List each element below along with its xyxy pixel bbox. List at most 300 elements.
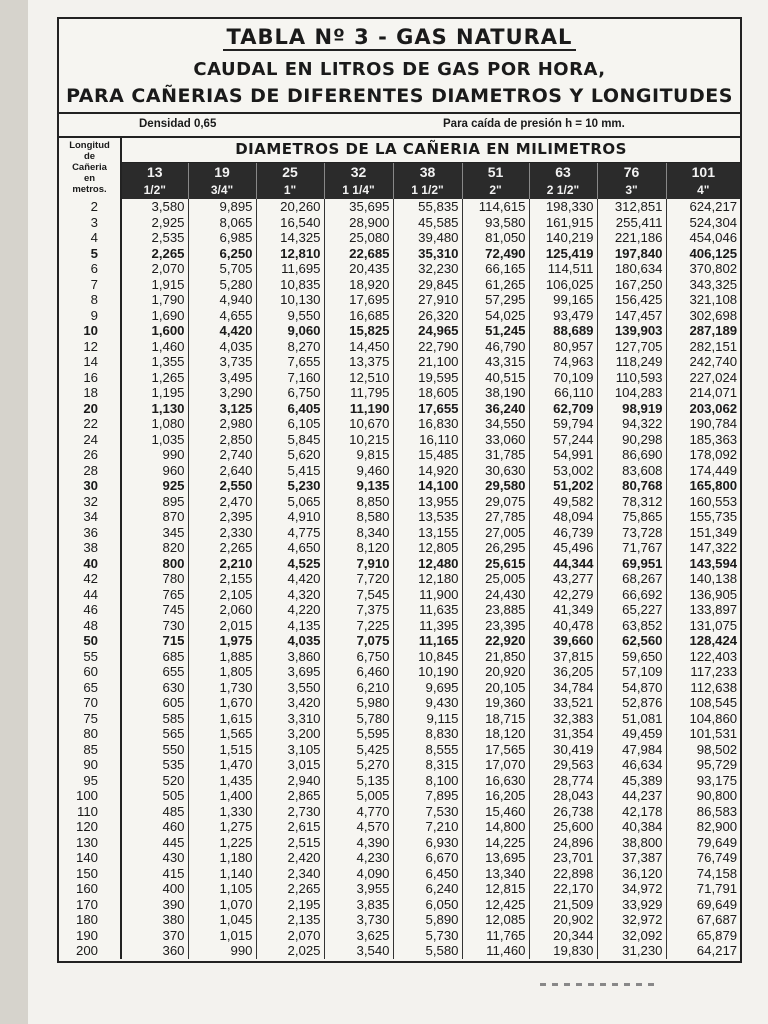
flow-value-cell: 78,312 — [597, 494, 666, 510]
diameter-mm-header: 13 — [121, 163, 188, 182]
flow-value-cell: 2,265 — [188, 540, 256, 556]
flow-value-cell: 15,825 — [324, 323, 393, 339]
flow-value-cell: 1,470 — [188, 757, 256, 773]
flow-value-cell: 9,695 — [393, 680, 462, 696]
flow-value-cell: 19,360 — [462, 695, 529, 711]
flow-value-cell: 20,344 — [529, 928, 597, 944]
flow-value-cell: 1,615 — [188, 711, 256, 727]
length-cell: 160 — [59, 881, 121, 897]
table-row — [59, 401, 740, 417]
table-row — [59, 323, 740, 339]
flow-value-cell: 5,705 — [188, 261, 256, 277]
flow-value-cell: 36,205 — [529, 664, 597, 680]
flow-value-cell: 28,043 — [529, 788, 597, 804]
flow-value-cell: 9,550 — [256, 308, 324, 324]
flow-value-cell: 715 — [121, 633, 188, 649]
flow-value-cell: 23,885 — [462, 602, 529, 618]
flow-value-cell: 4,220 — [256, 602, 324, 618]
length-cell: 50 — [59, 633, 121, 649]
flow-value-cell: 242,740 — [666, 354, 740, 370]
flow-value-cell: 445 — [121, 835, 188, 851]
flow-value-cell: 4,420 — [256, 571, 324, 587]
flow-value-cell: 4,135 — [256, 618, 324, 634]
flow-value-cell: 8,120 — [324, 540, 393, 556]
flow-value-cell: 147,322 — [666, 540, 740, 556]
flow-value-cell: 745 — [121, 602, 188, 618]
flow-value-cell: 15,460 — [462, 804, 529, 820]
length-cell: 190 — [59, 928, 121, 944]
flow-value-cell: 44,237 — [597, 788, 666, 804]
mm-header-row — [59, 163, 740, 182]
flow-value-cell: 370 — [121, 928, 188, 944]
flow-value-cell: 10,845 — [393, 649, 462, 665]
flow-value-cell: 780 — [121, 571, 188, 587]
diameter-mm-header: 19 — [188, 163, 256, 182]
flow-value-cell: 3,495 — [188, 370, 256, 386]
flow-value-cell: 88,689 — [529, 323, 597, 339]
flow-value-cell: 10,835 — [256, 277, 324, 293]
flow-table — [59, 136, 740, 959]
flow-value-cell: 345 — [121, 525, 188, 541]
length-cell: 120 — [59, 819, 121, 835]
flow-value-cell: 2,850 — [188, 432, 256, 448]
flow-value-cell: 5,005 — [324, 788, 393, 804]
flow-value-cell: 16,685 — [324, 308, 393, 324]
flow-value-cell: 95,729 — [666, 757, 740, 773]
flow-value-cell: 390 — [121, 897, 188, 913]
flow-value-cell: 165,800 — [666, 478, 740, 494]
flow-value-cell: 38,800 — [597, 835, 666, 851]
flow-value-cell: 140,219 — [529, 230, 597, 246]
table-row — [59, 804, 740, 820]
flow-value-cell: 139,903 — [597, 323, 666, 339]
flow-value-cell: 2,395 — [188, 509, 256, 525]
length-cell: 9 — [59, 308, 121, 324]
flow-value-cell: 79,649 — [666, 835, 740, 851]
flow-value-cell: 5,415 — [256, 463, 324, 479]
flow-value-cell: 1,885 — [188, 649, 256, 665]
length-cell: 75 — [59, 711, 121, 727]
length-cell: 2 — [59, 199, 121, 215]
table-row — [59, 215, 740, 231]
flow-value-cell: 26,295 — [462, 540, 529, 556]
flow-value-cell: 140,138 — [666, 571, 740, 587]
flow-value-cell: 7,375 — [324, 602, 393, 618]
flow-value-cell: 93,580 — [462, 215, 529, 231]
flow-value-cell: 54,991 — [529, 447, 597, 463]
flow-value-cell: 12,810 — [256, 246, 324, 262]
length-cell: 30 — [59, 478, 121, 494]
flow-value-cell: 1,460 — [121, 339, 188, 355]
flow-value-cell: 32,092 — [597, 928, 666, 944]
flow-value-cell: 2,740 — [188, 447, 256, 463]
flow-value-cell: 4,320 — [256, 587, 324, 603]
flow-value-cell: 4,940 — [188, 292, 256, 308]
table-row — [59, 943, 740, 959]
flow-value-cell: 10,215 — [324, 432, 393, 448]
flow-value-cell: 174,449 — [666, 463, 740, 479]
flow-value-cell: 11,395 — [393, 618, 462, 634]
table-row — [59, 354, 740, 370]
table-row — [59, 587, 740, 603]
flow-value-cell: 29,580 — [462, 478, 529, 494]
flow-value-cell: 14,225 — [462, 835, 529, 851]
flow-value-cell: 27,785 — [462, 509, 529, 525]
flow-value-cell: 3,625 — [324, 928, 393, 944]
flow-value-cell: 32,230 — [393, 261, 462, 277]
flow-value-cell: 62,709 — [529, 401, 597, 417]
flow-value-cell: 37,815 — [529, 649, 597, 665]
flow-value-cell: 17,565 — [462, 742, 529, 758]
flow-value-cell: 30,630 — [462, 463, 529, 479]
table-row — [59, 788, 740, 804]
flow-value-cell: 69,649 — [666, 897, 740, 913]
flow-value-cell: 131,075 — [666, 618, 740, 634]
flow-value-cell: 25,615 — [462, 556, 529, 572]
flow-value-cell: 122,403 — [666, 649, 740, 665]
flow-value-cell: 4,525 — [256, 556, 324, 572]
table-row — [59, 385, 740, 401]
flow-value-cell: 59,650 — [597, 649, 666, 665]
diameter-inch-header: 1/2" — [121, 181, 188, 199]
flow-value-cell: 14,450 — [324, 339, 393, 355]
flow-value-cell: 17,655 — [393, 401, 462, 417]
length-header-line: en — [83, 173, 96, 184]
flow-value-cell: 6,670 — [393, 850, 462, 866]
flow-value-cell: 83,608 — [597, 463, 666, 479]
flow-value-cell: 9,430 — [393, 695, 462, 711]
flow-value-cell: 485 — [121, 804, 188, 820]
flow-value-cell: 57,295 — [462, 292, 529, 308]
flow-value-cell: 13,340 — [462, 866, 529, 882]
flow-value-cell: 520 — [121, 773, 188, 789]
table-row — [59, 339, 740, 355]
flow-value-cell: 2,060 — [188, 602, 256, 618]
flow-value-cell: 80,957 — [529, 339, 597, 355]
flow-value-cell: 54,025 — [462, 308, 529, 324]
flow-value-cell: 10,670 — [324, 416, 393, 432]
flow-value-cell: 112,638 — [666, 680, 740, 696]
table-row — [59, 664, 740, 680]
flow-value-cell: 12,480 — [393, 556, 462, 572]
flow-value-cell: 22,920 — [462, 633, 529, 649]
flow-value-cell: 22,170 — [529, 881, 597, 897]
flow-value-cell: 26,738 — [529, 804, 597, 820]
flow-value-cell: 16,205 — [462, 788, 529, 804]
length-cell: 85 — [59, 742, 121, 758]
length-cell: 46 — [59, 602, 121, 618]
length-cell: 8 — [59, 292, 121, 308]
flow-value-cell: 65,227 — [597, 602, 666, 618]
table-row — [59, 370, 740, 386]
flow-value-cell: 41,349 — [529, 602, 597, 618]
flow-value-cell: 2,195 — [256, 897, 324, 913]
flow-value-cell: 46,739 — [529, 525, 597, 541]
flow-value-cell: 17,070 — [462, 757, 529, 773]
length-cell: 36 — [59, 525, 121, 541]
diameter-inch-header: 2" — [462, 181, 529, 199]
table-row — [59, 881, 740, 897]
flow-value-cell: 203,062 — [666, 401, 740, 417]
flow-value-cell: 406,125 — [666, 246, 740, 262]
flow-value-cell: 1,690 — [121, 308, 188, 324]
table-row — [59, 602, 740, 618]
table-row — [59, 478, 740, 494]
flow-value-cell: 16,830 — [393, 416, 462, 432]
flow-value-cell: 3,730 — [324, 912, 393, 928]
flow-value-cell: 2,210 — [188, 556, 256, 572]
flow-value-cell: 960 — [121, 463, 188, 479]
length-cell: 5 — [59, 246, 121, 262]
flow-value-cell: 52,876 — [597, 695, 666, 711]
flow-value-cell: 820 — [121, 540, 188, 556]
flow-value-cell: 11,190 — [324, 401, 393, 417]
length-cell: 20 — [59, 401, 121, 417]
flow-value-cell: 160,553 — [666, 494, 740, 510]
flow-value-cell: 180,634 — [597, 261, 666, 277]
flow-value-cell: 19,830 — [529, 943, 597, 959]
subtitle-pipes: PARA CAÑERIAS DE DIFERENTES DIAMETROS Y LONGITUDES — [66, 85, 733, 107]
table-row — [59, 633, 740, 649]
flow-value-cell: 66,165 — [462, 261, 529, 277]
flow-value-cell: 255,411 — [597, 215, 666, 231]
flow-value-cell: 5,730 — [393, 928, 462, 944]
flow-value-cell: 29,563 — [529, 757, 597, 773]
table-row — [59, 695, 740, 711]
table-row — [59, 897, 740, 913]
flow-value-cell: 125,419 — [529, 246, 597, 262]
diameter-inch-header: 3" — [597, 181, 666, 199]
flow-value-cell: 63,852 — [597, 618, 666, 634]
length-cell: 40 — [59, 556, 121, 572]
flow-value-cell: 25,600 — [529, 819, 597, 835]
flow-value-cell: 22,685 — [324, 246, 393, 262]
flow-value-cell: 25,005 — [462, 571, 529, 587]
flow-value-cell: 1,515 — [188, 742, 256, 758]
flow-value-cell: 66,692 — [597, 587, 666, 603]
flow-value-cell: 143,594 — [666, 556, 740, 572]
flow-value-cell: 161,915 — [529, 215, 597, 231]
flow-value-cell: 61,265 — [462, 277, 529, 293]
diameter-inch-header: 2 1/2" — [529, 181, 597, 199]
flow-value-cell: 1,080 — [121, 416, 188, 432]
flow-value-cell: 11,795 — [324, 385, 393, 401]
flow-value-cell: 8,100 — [393, 773, 462, 789]
length-cell: 24 — [59, 432, 121, 448]
flow-value-cell: 370,802 — [666, 261, 740, 277]
flow-value-cell: 1,225 — [188, 835, 256, 851]
length-cell: 38 — [59, 540, 121, 556]
flow-value-cell: 185,363 — [666, 432, 740, 448]
flow-value-cell: 108,545 — [666, 695, 740, 711]
flow-value-cell: 94,322 — [597, 416, 666, 432]
flow-value-cell: 86,583 — [666, 804, 740, 820]
flow-value-cell: 7,545 — [324, 587, 393, 603]
flow-value-cell: 23,701 — [529, 850, 597, 866]
flow-value-cell: 1,790 — [121, 292, 188, 308]
flow-value-cell: 3,835 — [324, 897, 393, 913]
flow-value-cell: 14,325 — [256, 230, 324, 246]
length-cell: 32 — [59, 494, 121, 510]
flow-value-cell: 6,930 — [393, 835, 462, 851]
flow-value-cell: 12,180 — [393, 571, 462, 587]
flow-value-cell: 9,815 — [324, 447, 393, 463]
diameter-inch-header: 1" — [256, 181, 324, 199]
length-cell: 60 — [59, 664, 121, 680]
flow-value-cell: 1,670 — [188, 695, 256, 711]
table-row — [59, 819, 740, 835]
flow-value-cell: 45,389 — [597, 773, 666, 789]
flow-value-cell: 81,050 — [462, 230, 529, 246]
flow-value-cell: 51,202 — [529, 478, 597, 494]
flow-value-cell: 8,830 — [393, 726, 462, 742]
flow-value-cell: 7,530 — [393, 804, 462, 820]
flow-value-cell: 6,985 — [188, 230, 256, 246]
table-row — [59, 308, 740, 324]
flow-value-cell: 1,140 — [188, 866, 256, 882]
flow-value-cell: 2,070 — [121, 261, 188, 277]
flow-value-cell: 31,354 — [529, 726, 597, 742]
decorative-dots — [540, 983, 660, 986]
diameter-mm-header: 38 — [393, 163, 462, 182]
flow-value-cell: 1,730 — [188, 680, 256, 696]
flow-value-cell: 13,695 — [462, 850, 529, 866]
flow-value-cell: 4,910 — [256, 509, 324, 525]
flow-value-cell: 2,015 — [188, 618, 256, 634]
flow-value-cell: 39,660 — [529, 633, 597, 649]
flow-value-cell: 43,315 — [462, 354, 529, 370]
flow-value-cell: 39,480 — [393, 230, 462, 246]
flow-value-cell: 117,233 — [666, 664, 740, 680]
flow-value-cell: 1,975 — [188, 633, 256, 649]
flow-value-cell: 67,687 — [666, 912, 740, 928]
length-cell: 48 — [59, 618, 121, 634]
flow-value-cell: 2,155 — [188, 571, 256, 587]
flow-value-cell: 2,865 — [256, 788, 324, 804]
length-cell: 28 — [59, 463, 121, 479]
flow-value-cell: 7,910 — [324, 556, 393, 572]
flow-value-cell: 227,024 — [666, 370, 740, 386]
flow-value-cell: 40,478 — [529, 618, 597, 634]
flow-value-cell: 12,510 — [324, 370, 393, 386]
flow-value-cell: 114,511 — [529, 261, 597, 277]
flow-value-cell: 343,325 — [666, 277, 740, 293]
flow-value-cell: 45,496 — [529, 540, 597, 556]
flow-value-cell: 147,457 — [597, 308, 666, 324]
flow-value-cell: 33,521 — [529, 695, 597, 711]
flow-value-cell: 118,249 — [597, 354, 666, 370]
table-row — [59, 292, 740, 308]
flow-value-cell: 14,800 — [462, 819, 529, 835]
diameter-mm-header: 101 — [666, 163, 740, 182]
diameter-header: DIAMETROS DE LA CAÑERIA EN MILIMETROS — [121, 136, 740, 163]
flow-value-cell: 2,980 — [188, 416, 256, 432]
table-row — [59, 416, 740, 432]
flow-value-cell: 2,135 — [256, 912, 324, 928]
flow-value-cell: 71,767 — [597, 540, 666, 556]
flow-value-cell: 11,765 — [462, 928, 529, 944]
flow-value-cell: 1,105 — [188, 881, 256, 897]
flow-value-cell: 21,509 — [529, 897, 597, 913]
length-cell: 200 — [59, 943, 121, 959]
table-row — [59, 494, 740, 510]
flow-value-cell: 3,125 — [188, 401, 256, 417]
flow-value-cell: 895 — [121, 494, 188, 510]
flow-value-cell: 990 — [121, 447, 188, 463]
flow-value-cell: 10,130 — [256, 292, 324, 308]
table-row — [59, 711, 740, 727]
flow-value-cell: 80,768 — [597, 478, 666, 494]
flow-value-cell: 5,620 — [256, 447, 324, 463]
flow-value-cell: 55,835 — [393, 199, 462, 215]
flow-value-cell: 16,630 — [462, 773, 529, 789]
flow-value-cell: 6,050 — [393, 897, 462, 913]
flow-value-cell: 32,972 — [597, 912, 666, 928]
diameter-mm-header: 25 — [256, 163, 324, 182]
table-row — [59, 463, 740, 479]
flow-value-cell: 505 — [121, 788, 188, 804]
flow-value-cell: 287,189 — [666, 323, 740, 339]
flow-value-cell: 3,540 — [324, 943, 393, 959]
flow-value-cell: 14,100 — [393, 478, 462, 494]
table-row — [59, 649, 740, 665]
flow-value-cell: 1,265 — [121, 370, 188, 386]
flow-value-cell: 68,267 — [597, 571, 666, 587]
flow-value-cell: 7,655 — [256, 354, 324, 370]
flow-value-cell: 5,135 — [324, 773, 393, 789]
length-cell: 16 — [59, 370, 121, 386]
flow-value-cell: 19,595 — [393, 370, 462, 386]
flow-value-cell: 32,383 — [529, 711, 597, 727]
flow-value-cell: 11,165 — [393, 633, 462, 649]
flow-value-cell: 1,070 — [188, 897, 256, 913]
flow-value-cell: 36,240 — [462, 401, 529, 417]
flow-value-cell: 104,860 — [666, 711, 740, 727]
flow-value-cell: 1,015 — [188, 928, 256, 944]
flow-value-cell: 11,695 — [256, 261, 324, 277]
flow-value-cell: 7,210 — [393, 819, 462, 835]
flow-value-cell: 2,730 — [256, 804, 324, 820]
flow-value-cell: 6,750 — [256, 385, 324, 401]
flow-value-cell: 40,384 — [597, 819, 666, 835]
flow-value-cell: 190,784 — [666, 416, 740, 432]
flow-value-cell: 98,502 — [666, 742, 740, 758]
table-row — [59, 912, 740, 928]
flow-value-cell: 3,105 — [256, 742, 324, 758]
flow-value-cell: 46,634 — [597, 757, 666, 773]
flow-value-cell: 65,879 — [666, 928, 740, 944]
length-header-line: metros. — [72, 184, 107, 195]
flow-value-cell: 4,770 — [324, 804, 393, 820]
flow-value-cell: 33,060 — [462, 432, 529, 448]
flow-value-cell: 4,035 — [188, 339, 256, 355]
flow-value-cell: 4,655 — [188, 308, 256, 324]
flow-value-cell: 155,735 — [666, 509, 740, 525]
flow-value-cell: 13,155 — [393, 525, 462, 541]
flow-value-cell: 22,790 — [393, 339, 462, 355]
flow-value-cell: 197,840 — [597, 246, 666, 262]
table-row — [59, 571, 740, 587]
length-cell: 65 — [59, 680, 121, 696]
length-cell: 14 — [59, 354, 121, 370]
flow-value-cell: 11,900 — [393, 587, 462, 603]
flow-value-cell: 4,090 — [324, 866, 393, 882]
flow-value-cell: 8,065 — [188, 215, 256, 231]
flow-value-cell: 24,965 — [393, 323, 462, 339]
flow-value-cell: 5,780 — [324, 711, 393, 727]
flow-value-cell: 12,815 — [462, 881, 529, 897]
flow-value-cell: 7,895 — [393, 788, 462, 804]
